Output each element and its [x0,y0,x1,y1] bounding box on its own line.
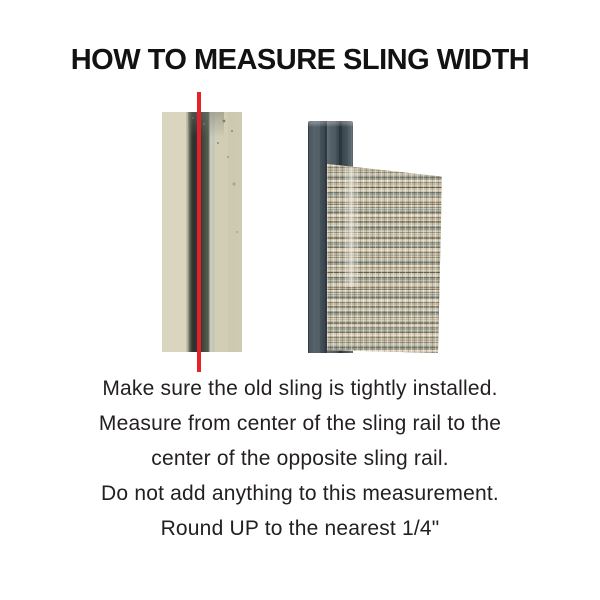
old-sling-rail-photo [162,112,242,352]
page-title: HOW TO MEASURE SLING WIDTH [70,44,530,76]
instruction-line-1: Make sure the old sling is tightly installed. [102,377,498,400]
instruction-line-2: Measure from center of the sling rail to the [98,412,502,435]
instructions-block [0,371,600,546]
instruction-line-5: Round UP to the nearest 1/4" [160,517,440,540]
rail-center-measure-line [197,92,201,372]
instruction-line-3: center of the opposite sling rail. [151,447,449,470]
woven-sling-fabric-photo [327,163,442,353]
instruction-line-4: Do not add anything to this measurement. [101,482,499,505]
